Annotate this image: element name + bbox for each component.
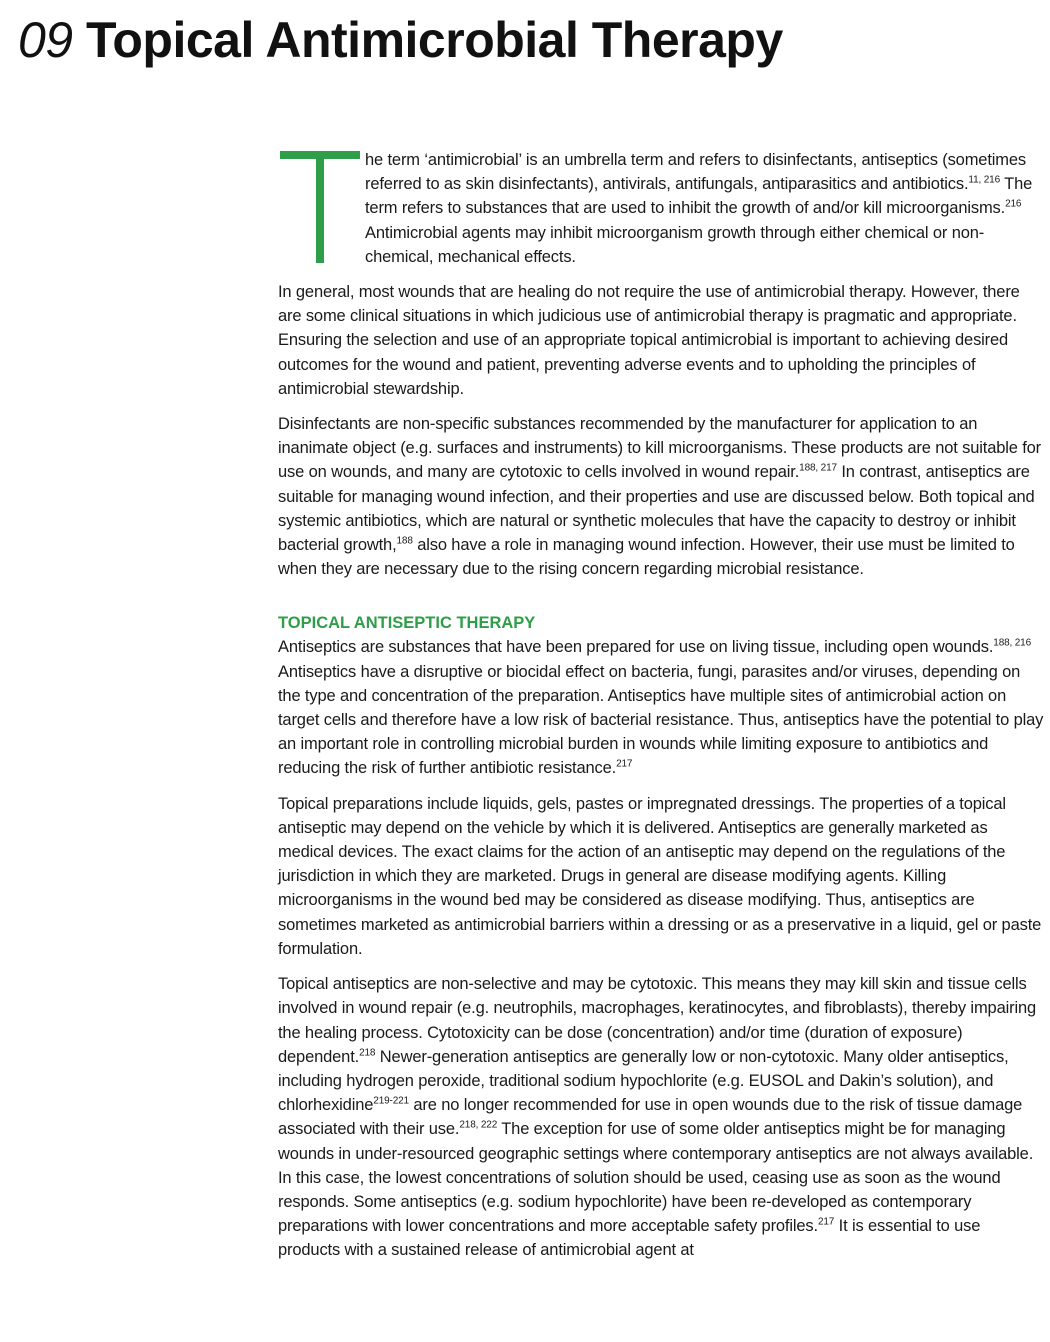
intro-paragraph xyxy=(278,148,1044,269)
paragraph-topical-preparations: Topical preparations include liquids, gels, pastes or impregnated dressings. The properties of a topical antiseptic may depend on the vehicle by which it is delivered. Antiseptics are generally marketed as medical devices. The exact claims for the action of an antiseptic may depend on the regulations of the jurisdiction in which they are marketed. Drugs in general are disease modifying agents. Killing microorganisms in the wound bed may be considered as disease modifying. Thus, antiseptics are sometimes marketed as antimicrobial barriers within a dressing or as a preservative in a liquid, gel or paste formulation. xyxy=(278,794,1042,958)
paragraph-text: It is essential to use products with a sustained release of antimicrobial agent at xyxy=(278,1217,981,1260)
citation: 219-221 xyxy=(373,1095,409,1107)
paragraph-text: Antiseptics have a disruptive or biocidal effect on bacteria, fungi, parasites and/or viruses, depending on the type and concentration of the preparation. Antiseptics have multiple sites of antimicrobial action on target cells and therefore have a low risk of bacterial resistance. Thus, antiseptics have the potential to play an important role in controlling microbial burden in wounds while limiting exposure to antibiotics and reducing the risk of further antibiotic resistance. xyxy=(278,662,1044,778)
section-heading: TOPICAL ANTISEPTIC THERAPY xyxy=(278,614,536,633)
citation: 216 xyxy=(1005,198,1022,210)
intro-text-1: he term ‘antimicrobial’ is an umbrella term and refers to disinfectants, antiseptics (sometimes referred to as skin disinfectants), antivirals, antifungals, antiparasitics and antibiotics. xyxy=(365,151,1026,194)
paragraph-text: Newer-generation antiseptics are generally low or non-cytotoxic. Many older antiseptics, including hydrogen peroxide, traditional sodium hypochlorite (e.g. EUSOL and Dakin’s solution), and chlorhexidine xyxy=(278,1047,1009,1115)
citation: 217 xyxy=(817,1216,835,1228)
drop-cap-stem xyxy=(316,151,324,263)
citation: 188, 216 xyxy=(993,637,1032,649)
citation: 188 xyxy=(396,535,413,547)
paragraph-antiseptics-definition xyxy=(278,635,1044,780)
drop-cap xyxy=(280,148,360,264)
paragraph-cytotoxicity xyxy=(278,972,1044,1262)
paragraph-text: Antiseptics are substances that have been prepared for use on living tissue, including open wounds. xyxy=(278,638,994,657)
page-title xyxy=(18,8,783,72)
citation: 188, 217 xyxy=(799,462,837,474)
paragraph-text: are no longer recommended for use in open wounds due to the risk of tissue damage associated with their use. xyxy=(278,1096,1023,1139)
citation: 11, 216 xyxy=(968,174,1000,186)
paragraph-text: In contrast, antiseptics are suitable for managing wound infection, and their properties and use are discussed below. Both topical and systemic antibiotics, which are natural or synthetic molecules that have the capacity to destroy or inhibit bacterial growth, xyxy=(278,463,1035,555)
paragraph-text: also have a role in managing wound infection. However, their use must be limited to when they are necessary due to the rising concern regarding microbial resistance. xyxy=(278,536,1015,579)
paragraph-text: Topical antiseptics are non-selective and may be cytotoxic. This means they may kill skin and tissue cells involved in wound repair (e.g. neutrophils, macrophages, keratinocytes, and fibroblasts), thereby impairing the healing process. Cytotoxicity can be dose (concentration) and/or time (duration of exposure) dependent. xyxy=(278,975,1037,1066)
citation: 217 xyxy=(616,758,633,770)
intro-text-2: The term refers to substances that are used to inhibit the growth of and/or kill microorganisms. xyxy=(365,175,1033,218)
chapter-title: Topical Antimicrobial Therapy xyxy=(86,12,783,68)
article-body xyxy=(278,148,1044,1274)
paragraph-disinfectants xyxy=(278,412,1044,581)
paragraph-text: Disinfectants are non-specific substances recommended by the manufacturer for application to an inanimate object (e.g. surfaces and instruments) to kill microorganisms. These products are not suitable for use on wounds, and many are cytotoxic to cells involved in wound repair. xyxy=(278,415,1042,482)
chapter-number: 09 xyxy=(18,12,73,68)
paragraph-antimicrobial-use: In general, most wounds that are healing do not require the use of antimicrobial therapy. However, there are some clinical situations in which judicious use of antimicrobial therapy is pragmatic and appropriate. Ensuring the selection and use of an appropriate topical antimicrobial is important to achieving desired outcomes for the wound and patient, preventing adverse events and to upholding the principles of antimicrobial stewardship. xyxy=(278,283,1020,398)
intro-text-3: Antimicrobial agents may inhibit microorganism growth through either chemical or non-chemical, mechanical effects. xyxy=(365,223,985,266)
citation: 218, 222 xyxy=(459,1119,498,1131)
paragraph-text: The exception for use of some older antiseptics might be for managing wounds in under-resourced geographic settings where contemporary antiseptics are not always available. In this case, the lowest concentrations of solution should be used, ceasing use as soon as the wound responds. Some antiseptics (e.g. sodium hypochlorite) have been re-developed as contemporary preparations with lower concentrations and more acceptable safety profiles. xyxy=(278,1120,1034,1236)
citation: 218 xyxy=(359,1047,376,1059)
